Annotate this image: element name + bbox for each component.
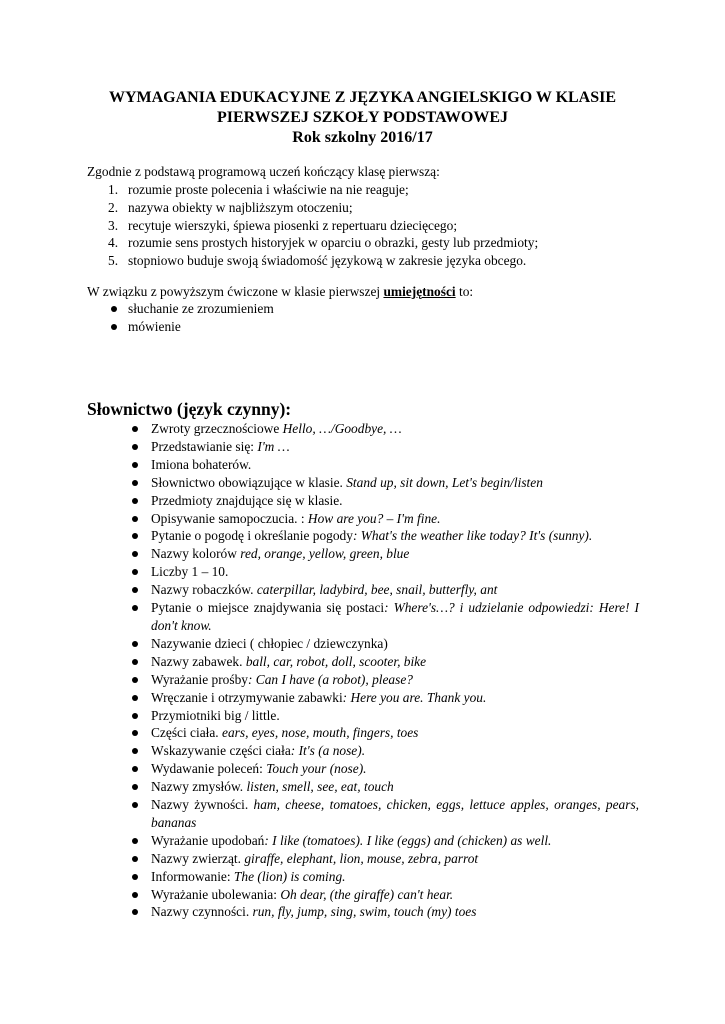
vocab-item — [87, 581, 639, 599]
vocab-text: Wskazywanie części ciała — [151, 743, 291, 759]
skill-item — [87, 300, 274, 318]
requirement-number: 5. — [108, 253, 119, 269]
vocab-example: red, orange, yellow, green, blue — [240, 546, 410, 562]
bullet-icon — [132, 587, 138, 593]
vocab-text: Przedstawianie się: — [151, 438, 258, 454]
vocab-heading: Słownictwo (język czynny): — [87, 399, 292, 419]
vocab-text: Nazwy żywności. — [151, 797, 254, 813]
bullet-icon — [132, 695, 138, 701]
title-line-2: PIERWSZEJ SZKOŁY PODSTAWOWEJ — [216, 109, 509, 126]
vocab-item — [87, 724, 639, 742]
document-title — [60, 88, 665, 148]
vocab-example: ham, cheese, tomatoes, chicken, eggs, lettuce apples, oranges, pears, bananas — [151, 797, 640, 830]
vocab-text: Zwroty grzecznościowe — [151, 421, 283, 436]
vocab-text: Nazwy robaczków. — [151, 582, 257, 598]
bullet-icon — [132, 659, 138, 665]
vocab-example: run, fly, jump, sing, swim, touch (my) toes — [252, 904, 477, 920]
requirement-text: recytuje wierszyki, śpiewa piosenki z repertuaru dziecięcego; — [128, 217, 458, 233]
requirement-item — [87, 234, 538, 252]
vocab-item — [87, 796, 639, 832]
vocab-item — [87, 527, 639, 545]
vocab-example: giraffe, elephant, lion, mouse, zebra, parrot — [244, 850, 479, 866]
vocab-example: Hello, …/Goodbye, … — [282, 421, 402, 436]
vocab-text: Wydawanie poleceń: — [151, 761, 267, 777]
requirement-number: 3. — [108, 217, 119, 233]
vocab-text: Nazwy kolorów — [151, 546, 241, 562]
vocab-item — [87, 742, 639, 760]
vocab-example: caterpillar, ladybird, bee, snail, butterfly, ant — [256, 582, 498, 598]
bullet-icon — [111, 306, 117, 312]
bullet-icon — [132, 784, 138, 790]
bullet-icon — [111, 324, 117, 330]
vocab-text: Wyrażanie upodobań — [151, 832, 265, 848]
skills-paragraph — [87, 283, 473, 301]
vocab-example: Touch your (nose). — [266, 761, 367, 777]
bullet-icon — [132, 516, 138, 522]
vocab-text: Nazwy zwierząt. — [151, 850, 245, 866]
vocab-item — [87, 438, 639, 456]
vocab-text: Przedmioty znajdujące się w klasie. — [151, 492, 343, 508]
bullet-icon — [132, 551, 138, 557]
requirement-text: nazywa obiekty w najbliższym otoczeniu; — [128, 199, 353, 215]
vocab-text: Nazwy zabawek. — [151, 653, 246, 669]
title-line-3: Rok szkolny 2016/17 — [292, 129, 433, 146]
vocab-item — [87, 474, 639, 492]
bullet-icon — [132, 677, 138, 683]
vocab-item — [87, 671, 639, 689]
vocab-item — [87, 492, 639, 510]
vocab-example: : Can I have (a robot), please? — [247, 671, 413, 687]
vocab-item — [87, 456, 639, 474]
vocab-item — [87, 868, 639, 886]
vocab-example: How are you? – I'm fine. — [307, 510, 441, 526]
vocab-text: Części ciała. — [151, 725, 223, 741]
bullet-icon — [132, 713, 138, 719]
requirement-text: rozumie sens prostych historyjek w oparciu o obrazki, gesty lub przedmioty; — [128, 235, 539, 251]
bullet-icon — [132, 892, 138, 898]
requirements-list — [87, 181, 538, 270]
vocab-text: Pytanie o miejsce znajdywania się postaci — [151, 600, 385, 616]
bullet-icon — [132, 838, 138, 844]
bullet-icon — [132, 856, 138, 862]
vocab-example: I'm … — [257, 438, 290, 454]
requirement-number: 1. — [108, 182, 119, 197]
vocab-example: ears, eyes, nose, mouth, fingers, toes — [222, 725, 419, 741]
vocab-example: : Here you are. Thank you. — [342, 689, 487, 705]
bullet-icon — [132, 533, 138, 539]
title-line-1: WYMAGANIA EDUKACYJNE Z JĘZYKA ANGIELSKIGO W KLASIE — [108, 89, 617, 106]
vocab-text: Wręczanie i otrzymywanie zabawki — [151, 689, 343, 705]
vocab-item — [87, 420, 639, 438]
requirement-item — [87, 252, 538, 270]
vocab-item — [87, 689, 639, 707]
skills-intro-before: W związku z powyższym ćwiczone w klasie pierwszej — [87, 284, 384, 299]
bullet-icon — [132, 480, 138, 486]
vocab-example: : What's the weather like today? It's (sunny). — [352, 528, 593, 544]
intro-paragraph: Zgodnie z podstawą programową uczeń kończący klasę pierwszą: — [87, 164, 440, 179]
vocab-text: Wyrażanie ubolewania: — [151, 886, 281, 902]
vocab-text: Nazwy czynności. — [151, 904, 253, 920]
vocab-example: : It's (a nose). — [290, 743, 366, 759]
vocab-example: ball, car, robot, doll, scooter, bike — [245, 653, 427, 669]
vocab-item — [87, 635, 639, 653]
vocab-item — [87, 563, 639, 581]
skill-item — [87, 318, 274, 336]
bullet-icon — [132, 426, 138, 432]
vocab-item — [87, 886, 639, 904]
requirement-item — [87, 199, 538, 217]
skills-emphasis: umiejętności — [383, 284, 456, 299]
skills-list — [87, 300, 274, 336]
skill-text: słuchanie ze zrozumieniem — [128, 301, 274, 316]
vocab-item — [87, 599, 639, 635]
bullet-icon — [132, 641, 138, 647]
vocab-item — [87, 510, 639, 528]
requirement-item — [87, 181, 538, 199]
vocab-item — [87, 832, 639, 850]
vocab-item — [87, 903, 639, 921]
bullet-icon — [132, 748, 138, 754]
vocab-item — [87, 653, 639, 671]
bullet-icon — [132, 909, 138, 915]
bullet-icon — [132, 730, 138, 736]
vocab-text: Słownictwo obowiązujące w klasie. — [151, 474, 347, 490]
bullet-icon — [132, 766, 138, 772]
requirement-text: stopniowo buduje swoją świadomość językową w zakresie języka obcego. — [128, 253, 527, 269]
bullet-icon — [132, 605, 138, 611]
bullet-icon — [132, 874, 138, 880]
vocab-text: Nazwy zmysłów. — [151, 779, 247, 795]
vocab-item — [87, 707, 639, 725]
vocab-item — [87, 778, 639, 796]
vocab-example: The (lion) is coming. — [233, 868, 346, 884]
vocab-text: Liczby 1 – 10. — [151, 564, 229, 580]
bullet-icon — [132, 569, 138, 575]
bullet-icon — [132, 498, 138, 504]
vocab-example: : Where's…? i udzielanie odpowiedzi: Here! I don't know. — [151, 600, 639, 633]
bullet-icon — [132, 444, 138, 450]
vocab-example: listen, smell, see, eat, touch — [246, 779, 394, 795]
bullet-icon — [132, 802, 138, 808]
vocab-text: Informowanie: — [151, 868, 234, 884]
vocab-text: Pytanie o pogodę i określanie pogody — [151, 528, 353, 544]
vocab-example: Stand up, sit down, Let's begin/listen — [346, 474, 543, 490]
vocab-item — [87, 850, 639, 868]
vocab-item — [87, 545, 639, 563]
vocab-item — [87, 760, 639, 778]
requirement-item — [87, 217, 538, 235]
requirement-text: rozumie proste polecenia i właściwie na nie reaguje; — [128, 182, 409, 197]
vocab-example: : I like (tomatoes). I like (eggs) and (chicken) as well. — [264, 832, 552, 848]
vocab-text: Opisywanie samopoczucia. : — [151, 510, 308, 526]
skill-text: mówienie — [128, 319, 181, 334]
bullet-icon — [132, 462, 138, 468]
vocab-text: Nazywanie dzieci ( chłopiec / dziewczynka) — [151, 635, 388, 651]
vocab-list — [87, 420, 639, 921]
vocab-example: Oh dear, (the giraffe) can't hear. — [280, 886, 454, 902]
requirement-number: 2. — [108, 199, 119, 215]
requirement-number: 4. — [108, 235, 119, 251]
skills-intro-after: to: — [455, 284, 474, 299]
vocab-text: Imiona bohaterów. — [151, 456, 252, 472]
vocab-text: Przymiotniki big / little. — [151, 707, 280, 723]
vocab-text: Wyrażanie prośby — [151, 671, 248, 687]
